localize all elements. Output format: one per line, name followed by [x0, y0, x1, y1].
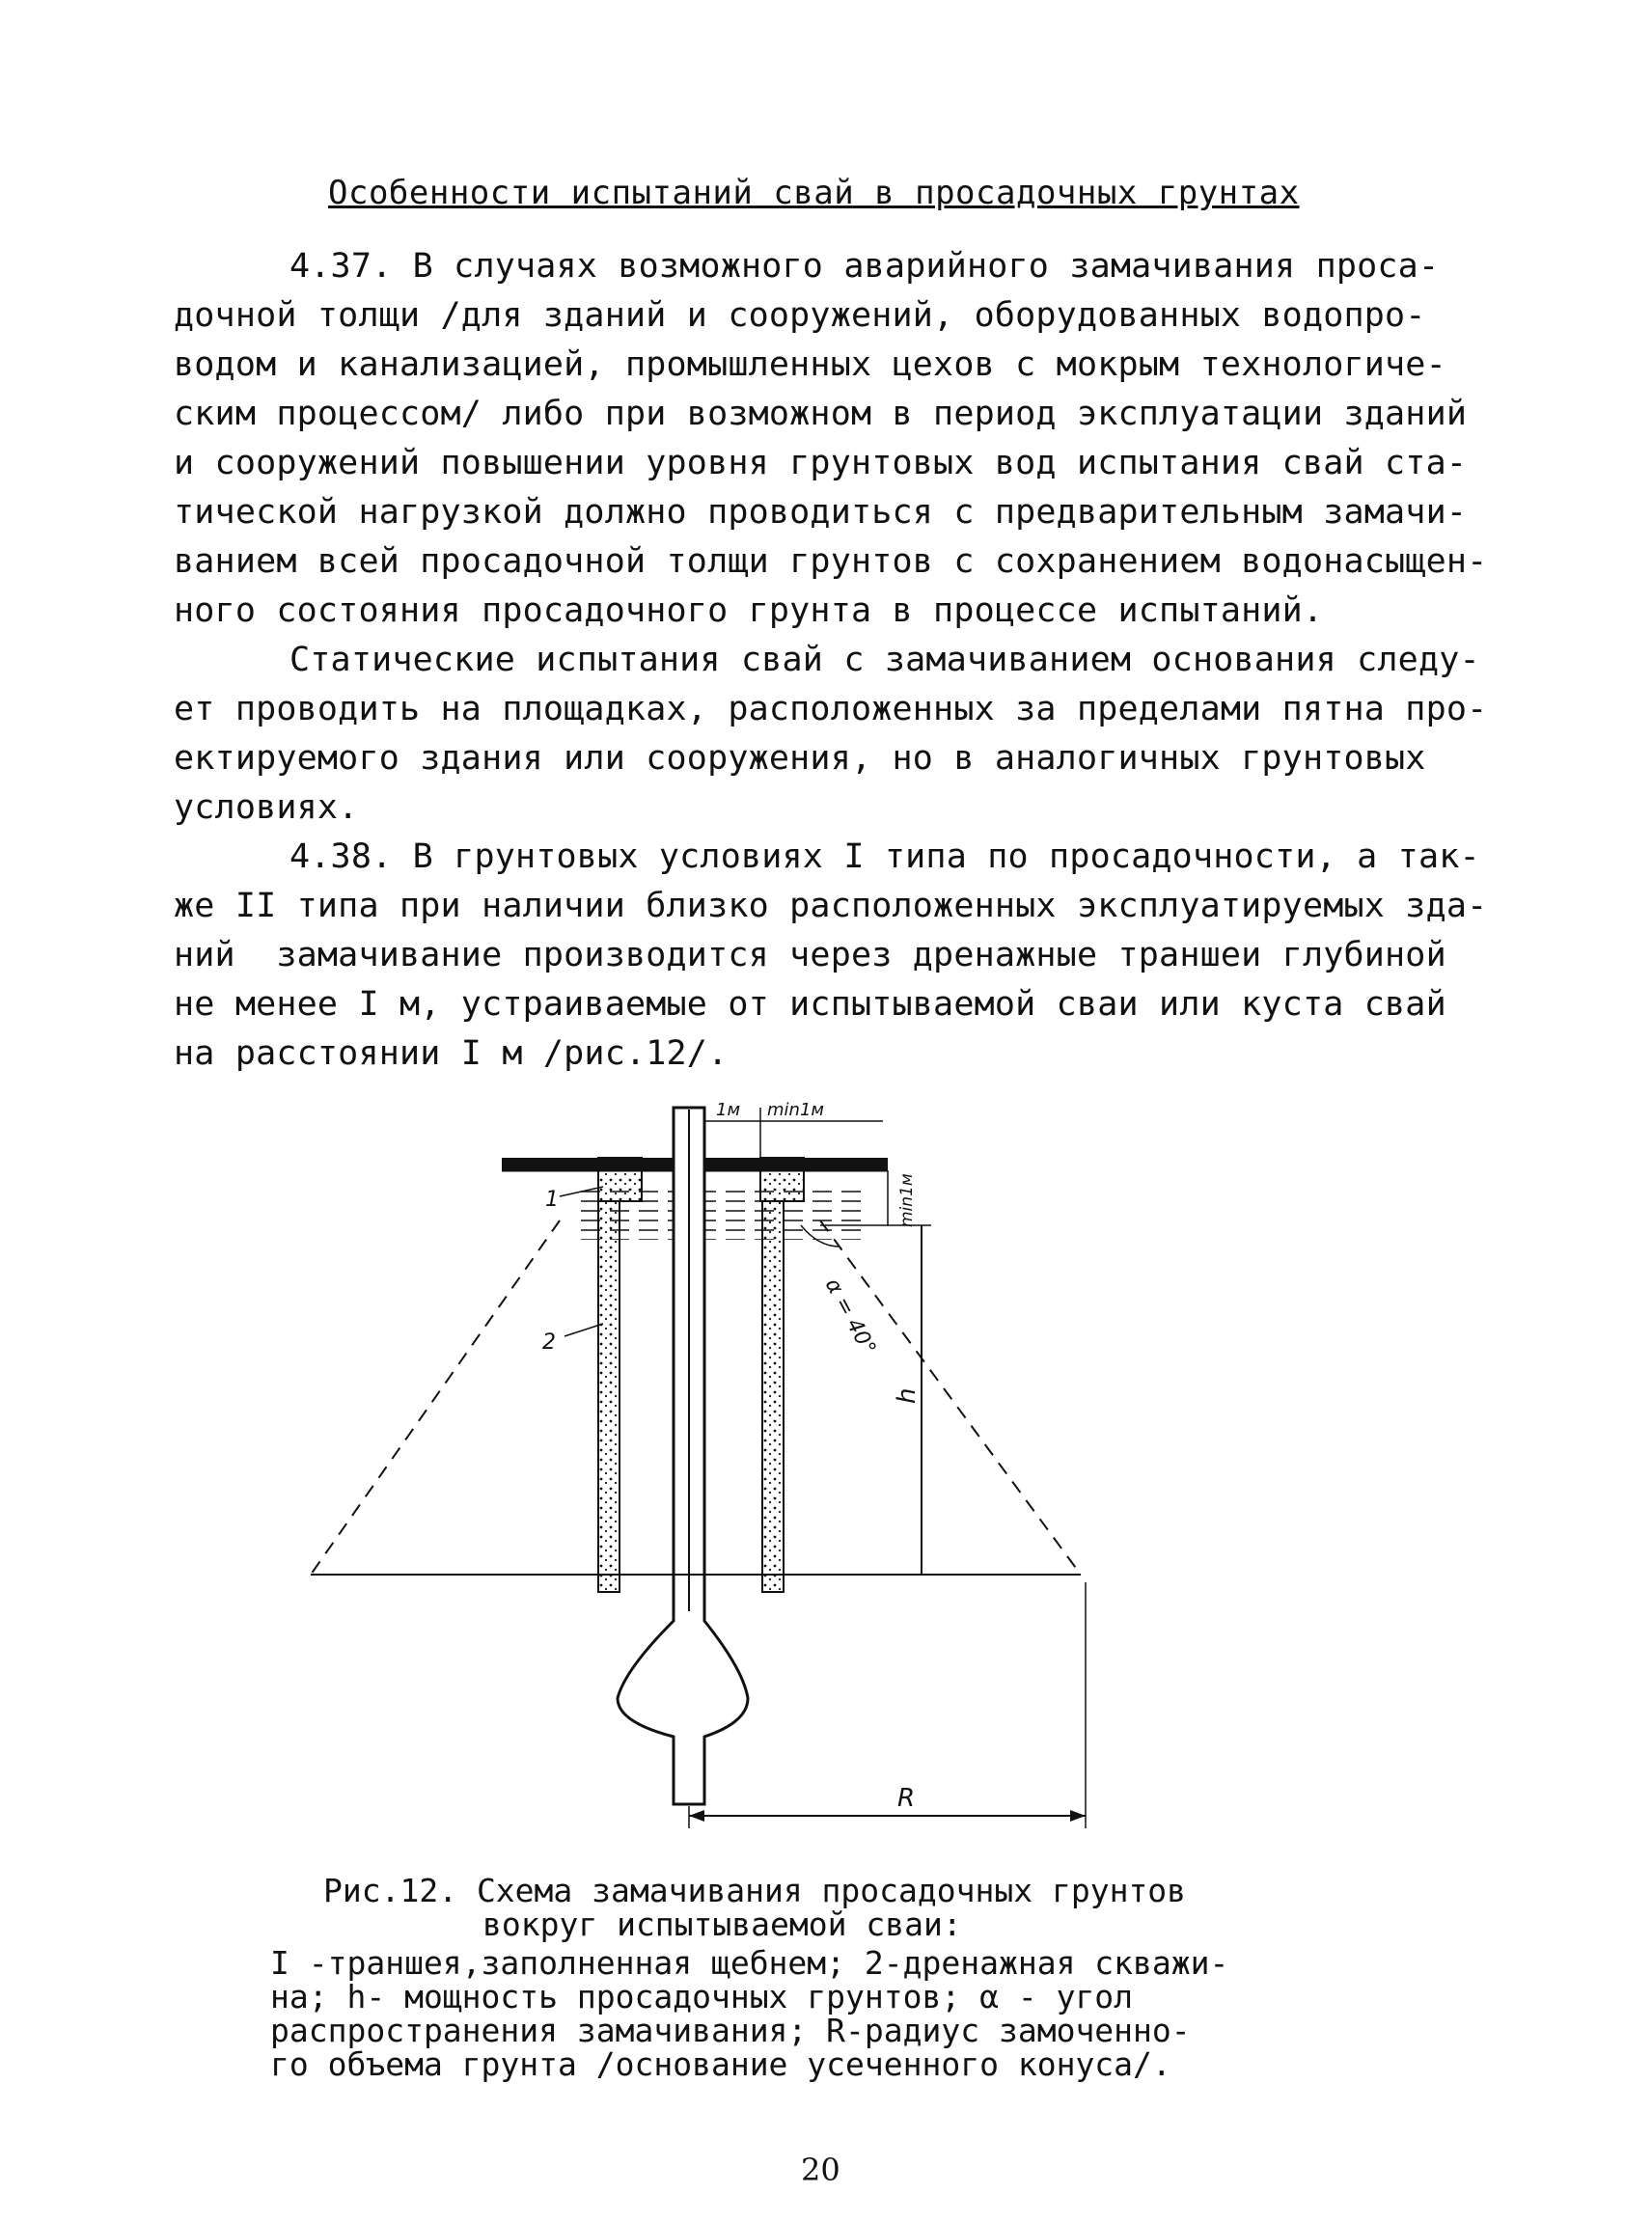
page-number: 20	[801, 2152, 840, 2188]
dim-label-top-2: min1м	[767, 1100, 824, 1120]
h-label: h	[893, 1387, 922, 1404]
text-line: условиях.	[174, 788, 359, 827]
drainage-well-left	[598, 1201, 620, 1592]
figure-caption-title: Рис.12. Схема замачивания просадочных грунтов	[323, 1872, 1187, 1909]
text-line: ектируемого здания или сооружения, но в аналогичных грунтовых	[174, 739, 1426, 778]
r-arrow-right	[1070, 1810, 1086, 1822]
cone-left-edge	[311, 1220, 560, 1575]
text-line: ного состояния просадочного грунта в процессе испытаний.	[174, 591, 1324, 630]
cone-right-edge	[820, 1220, 1081, 1575]
text-line: же II типа при наличии близко расположенных эксплуатируемых зда-	[174, 887, 1488, 925]
text-line: ским процессом/ либо при возможном в период эксплуатации зданий	[174, 395, 1468, 433]
text-line: дочной толщи /для зданий и сооружений, оборудованных водопро-	[174, 296, 1426, 335]
label-1: 1	[545, 1188, 559, 1212]
text-line: 4.38. В грунтовых условиях I типа по просадочности, а так-	[289, 837, 1480, 876]
figure-caption-legend: I -траншея,заполненная щебнем; 2-дренажная скважи-	[270, 1944, 1229, 1982]
text-line: ет проводить на площадках, расположенных за пределами пятна про-	[174, 690, 1488, 728]
trench-left	[598, 1158, 642, 1201]
figure-caption-legend: распространения замачивания; R-радиус замоченно-	[270, 2012, 1191, 2049]
r-arrow-left	[689, 1810, 704, 1822]
r-label: R	[897, 1784, 916, 1813]
label-2: 2	[542, 1330, 556, 1355]
trench-right	[760, 1158, 804, 1201]
section-title: Особенности испытаний свай в просадочных грунтах	[328, 174, 1300, 212]
text-line: ний замачивание производится через дренажные траншеи глубиной	[174, 936, 1446, 974]
text-line: не менее I м, устраиваемые от испытываемой сваи или куста свай	[174, 985, 1446, 1024]
drainage-well-right	[762, 1201, 784, 1592]
text-line: Статические испытания свай с замачиванием основания следу-	[289, 641, 1480, 679]
figure-caption-legend: на; h- мощность просадочных грунтов; α - угол	[270, 1978, 1134, 2015]
text-line: тической нагрузкой должно проводиться с предварительным замачи-	[174, 493, 1468, 532]
text-line: на расстоянии I м /рис.12/.	[174, 1034, 729, 1073]
dim-label-top-1: 1м	[716, 1100, 741, 1120]
text-line: и сооружений повышении уровня грунтовых вод испытания свай ста-	[174, 444, 1468, 482]
text-line: ванием всей просадочной толщи грунтов с сохранением водонасыщен-	[174, 542, 1488, 581]
figure-caption-legend: го объема грунта /основание усеченного конуса/.	[270, 2045, 1171, 2083]
angle-label: α = 40°	[819, 1275, 881, 1359]
text-line: 4.37. В случаях возможного аварийного замачивания проса-	[289, 247, 1440, 286]
text-line: водом и канализацией, промышленных цехов с мокрым технологиче-	[174, 345, 1446, 384]
figure-caption-subtitle: вокруг испытываемой сваи:	[482, 1906, 962, 1943]
dim-label-side: min1м	[897, 1173, 917, 1227]
